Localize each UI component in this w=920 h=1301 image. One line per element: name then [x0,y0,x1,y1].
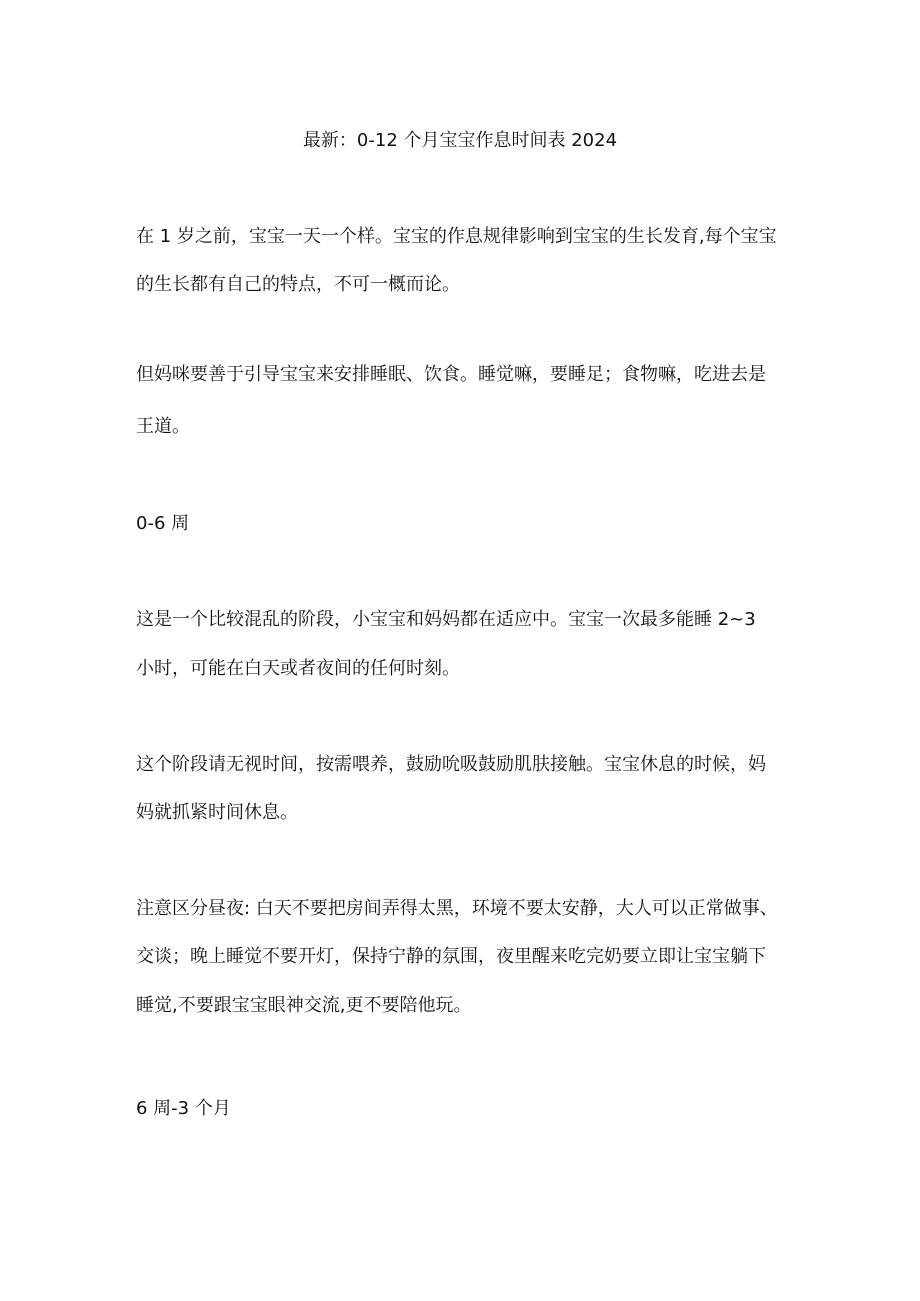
paragraph-intro-line-1: 在 1 岁之前，宝宝一天一个样。宝宝的作息规律影响到宝宝的生长发育,每个宝宝 [136,226,777,247]
section-heading-6-weeks-3-months: 6 周-3 个月 [136,1098,231,1119]
section-heading-0-6-weeks: 0-6 周 [136,513,190,534]
document-title: 最新：0-12 个月宝宝作息时间表 2024 [302,130,618,151]
paragraph-daynight-line-1: 注意区分昼夜: 白天不要把房间弄得太黑，环境不要太安静，大人可以正常做事、 [136,898,778,919]
paragraph-feeding-line-1: 这个阶段请无视时间，按需喂养，鼓励吮吸鼓励肌肤接触。宝宝休息的时候，妈 [136,754,766,775]
paragraph-daynight-line-3: 睡觉,不要跟宝宝眼神交流,更不要陪他玩。 [136,995,472,1016]
paragraph-daynight-line-2: 交谈；晚上睡觉不要开灯，保持宁静的氛围，夜里醒来吃完奶要立即让宝宝躺下 [136,946,766,967]
paragraph-feeding-line-2: 妈就抓紧时间休息。 [136,802,298,823]
paragraph-guidance-line-1: 但妈咪要善于引导宝宝来安排睡眠、饮食。睡觉嘛，要睡足；食物嘛，吃进去是 [136,364,766,385]
paragraph-intro-line-2: 的生长都有自己的特点，不可一概而论。 [136,274,460,295]
paragraph-stage-line-1: 这是一个比较混乱的阶段，小宝宝和妈妈都在适应中。宝宝一次最多能睡 2~3 [136,609,756,630]
paragraph-guidance-line-2: 王道。 [136,416,190,437]
paragraph-stage-line-2: 小时，可能在白天或者夜间的任何时刻。 [136,658,460,679]
